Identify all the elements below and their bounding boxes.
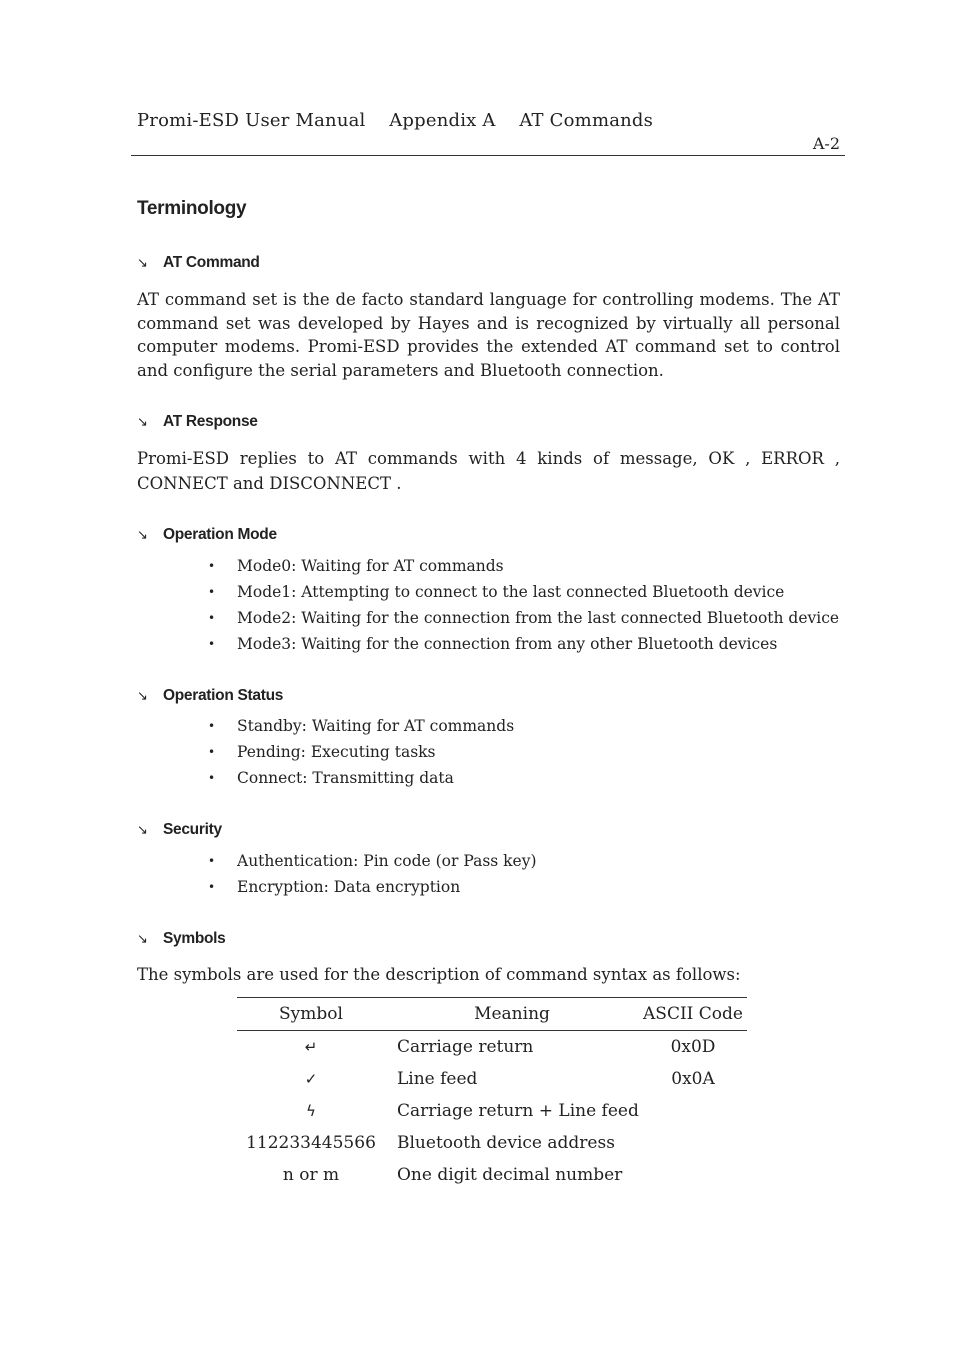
arrow-bullet-icon: ↘ [137,414,148,430]
table-row [237,1063,747,1095]
operation-mode-list [208,553,839,657]
subheading-at-response [137,413,258,431]
subheading-at-command [137,254,260,272]
operation-status-list [208,713,514,791]
line-feed-icon: ✓ [304,1070,318,1088]
paragraph-text: Promi-ESD replies to AT commands with 4 kinds of message, OK , ERROR , CONNECT and DISCONNECT . [137,449,840,493]
arrow-bullet-icon: ↘ [137,688,148,704]
subheading-symbols [137,930,226,948]
running-header: Promi-ESD User Manual Appendix A AT Commands [137,110,654,131]
carriage-return-icon: ↵ [304,1038,318,1056]
crlf-icon: ϟ [306,1102,316,1120]
symbols-intro [137,963,840,987]
subheading-operation-status [137,687,283,705]
list-item: • Mode3: Waiting for the connection from any other Bluetooth devices [208,631,839,657]
meaning-cell: Carriage return [397,1037,534,1057]
ascii-cell: 0x0A [671,1069,715,1089]
symbol-cell: n or m [282,1165,340,1185]
subheading-label: Symbols [163,930,226,947]
table-row [237,1159,747,1191]
section-title: Terminology [137,198,247,219]
column-header-meaning: Meaning [385,998,639,1031]
arrow-bullet-icon: ↘ [137,931,148,947]
page-number: A-2 [812,134,840,153]
arrow-bullet-icon: ↘ [137,822,148,838]
meaning-cell: Line feed [397,1069,478,1089]
list-item: • Authentication: Pin code (or Pass key) [208,848,537,874]
subheading-label: AT Command [163,254,260,271]
list-item: • Mode2: Waiting for the connection from the last connected Bluetooth device [208,605,839,631]
at-response-paragraph [137,446,840,496]
list-item: • Mode1: Attempting to connect to the last connected Bluetooth device [208,579,839,605]
ascii-cell [639,1127,747,1159]
column-header-symbol: Symbol [237,998,385,1031]
list-item: • Encryption: Data encryption [208,874,537,900]
arrow-bullet-icon: ↘ [137,255,148,271]
subheading-label: Security [163,821,222,838]
symbols-table [237,997,747,1191]
table-row [237,1095,747,1127]
security-list [208,848,537,900]
list-item: • Standby: Waiting for AT commands [208,713,514,739]
ascii-cell [639,1159,747,1191]
list-item: • Mode0: Waiting for AT commands [208,553,839,579]
subheading-label: AT Response [163,413,258,430]
table-row [237,1127,747,1159]
list-item: • Pending: Executing tasks [208,739,514,765]
subheading-label: Operation Status [163,687,284,704]
header-divider [131,155,845,156]
list-item: • Connect: Transmitting data [208,765,514,791]
paragraph-text: AT command set is the de facto standard language for controlling modems. The AT command set was developed by Hayes and is recognized by virtually all personal computer modems. Promi-ESD provides the extended AT command set to control and configure the serial parameters and Bluetooth connection. [137,290,840,380]
meaning-cell: Bluetooth device address [397,1133,615,1153]
meaning-cell: One digit decimal number [397,1165,623,1185]
table-row [237,1031,747,1064]
subheading-label: Operation Mode [163,526,277,543]
subheading-operation-mode [137,526,277,544]
arrow-bullet-icon: ↘ [137,527,148,543]
table-header-row [237,998,747,1031]
subheading-security [137,821,222,839]
paragraph-text: The symbols are used for the description of command syntax as follows: [137,965,741,984]
at-command-paragraph [137,288,840,382]
column-header-ascii: ASCII Code [639,998,747,1031]
ascii-cell: 0x0D [670,1037,716,1057]
meaning-cell: Carriage return + Line feed [397,1101,639,1121]
symbol-cell: 112233445566 [246,1133,376,1153]
ascii-cell [639,1095,747,1127]
